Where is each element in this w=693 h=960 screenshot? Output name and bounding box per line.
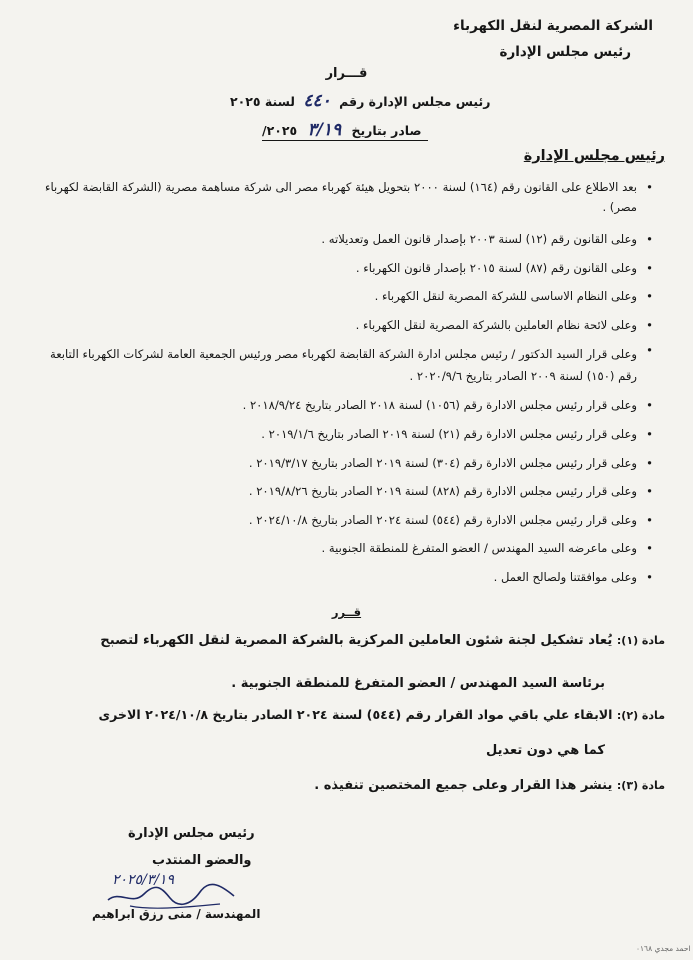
preamble-item: • وعلى قرار السيد الدكتور / رئيس مجلس ادارة الشركة القابضة لكهرباء مصر ورئيس الجمعية العامة لشركات الكهرباء التابعة رقم (١٥٠) لسنة ٢٠٠٩ الصادر بتاريخ ٢٠٢٠/٩/٦ . xyxy=(38,339,653,391)
footer-note: احمد مجدي ٠١٦٨ xyxy=(636,944,691,953)
bullet-dot: • xyxy=(646,260,653,275)
article-1-line1: مادة (١): يُعاد تشكيل لجنة شئون العاملين المركزية بالشركة المصرية لنقل الكهرباء لتصبح xyxy=(100,633,665,648)
bullet-dot: • xyxy=(646,398,653,413)
decision-date-prefix: صادر بتاريخ xyxy=(351,123,422,138)
bullet-dot: • xyxy=(646,541,653,556)
decision-number-line xyxy=(230,91,490,111)
company-name: الشركة المصرية لنقل الكهرباء xyxy=(453,18,653,34)
bullet-dot: • xyxy=(646,180,653,194)
bullet-dot: • xyxy=(646,455,653,470)
preamble-item: • وعلى القانون رقم (١٢) لسنة ٢٠٠٣ بإصدار قانون العمل وتعديلاته . xyxy=(38,225,653,254)
article-1-line2: برئاسة السيد المهندس / العضو المتفرغ للمنطقة الجنوبية . xyxy=(231,676,605,691)
bullet-dot: • xyxy=(646,343,653,358)
preamble-item: • وعلى قرار رئيس مجلس الادارة رقم (٢١) لسنة ٢٠١٩ الصادر بتاريخ ٢٠١٩/١/٦ . xyxy=(38,420,653,449)
preamble-item: • وعلى القانون رقم (٨٧) لسنة ٢٠١٥ بإصدار قانون الكهرباء . xyxy=(38,254,653,283)
preamble-item: • وعلى النظام الاساسى للشركة المصرية لنقل الكهرباء . xyxy=(38,282,653,311)
article-3-line1: مادة (٣): ينشر هذا القرار وعلى جميع المختصين تنفيذه . xyxy=(314,778,665,793)
signature-handwritten-date: ٢٠٢٥/٣/١٩ xyxy=(112,872,175,888)
article-3-label: مادة (٣): xyxy=(616,779,665,792)
preamble-item: • بعد الاطلاع على القانون رقم (١٦٤) لسنة ٢٠٠٠ بتحويل هيئة كهرباء مصر الى شركة مساهمة مصرية (الشركة القابضة لكهرباء مصر) . xyxy=(38,177,653,225)
bullet-dot: • xyxy=(646,317,653,332)
article-2-line1: مادة (٢): الابقاء علي باقي مواد القرار رقم (٥٤٤) لسنة ٢٠٢٤ الصادر بتاريخ ٢٠٢٤/١٠/٨ الاخرى xyxy=(98,707,665,722)
article-2-label: مادة (٢): xyxy=(616,709,665,722)
decision-title: قـــرار xyxy=(325,66,368,81)
decision-date-line xyxy=(262,120,422,140)
preamble-item: • وعلى قرار رئيس مجلس الادارة رقم (٣٠٤) لسنة ٢٠١٩ الصادر بتاريخ ٢٠١٩/٣/١٧ . xyxy=(38,449,653,478)
decision-date-handwritten: ٣/١٩ xyxy=(307,120,342,140)
bullet-dot: • xyxy=(646,484,653,499)
preamble-item: • وعلى لائحة نظام العاملين بالشركة المصرية لنقل الكهرباء . xyxy=(38,311,653,340)
signatory-title-1: رئيس مجلس الإدارة xyxy=(128,826,255,841)
decision-number-suffix: لسنة ٢٠٢٥ xyxy=(230,94,295,109)
preamble-item: • وعلى موافقتنا ولصالح العمل . xyxy=(38,563,653,592)
preamble-item: • وعلى ماعرضه السيد المهندس / العضو المتفرغ للمنطقة الجنوبية . xyxy=(38,534,653,563)
signatory-name: المهندسة / منى رزق ابراهيم xyxy=(92,907,261,921)
article-2-line2: كما هي دون تعديل xyxy=(486,743,605,758)
bullet-dot: • xyxy=(646,569,653,584)
bullet-dot: • xyxy=(646,289,653,304)
article-1-label: مادة (١): xyxy=(616,634,665,647)
preamble-list xyxy=(38,177,653,592)
bullet-dot: • xyxy=(646,232,653,246)
bullet-dot: • xyxy=(646,426,653,441)
bullet-dot: • xyxy=(646,512,653,527)
decides-heading: قــرر xyxy=(331,605,362,619)
header-position: رئيس مجلس الإدارة xyxy=(499,44,631,60)
signatory-title-2: والعضو المنتدب xyxy=(152,853,252,868)
decision-number-handwritten: ٤٤٠ xyxy=(303,91,331,111)
decision-date-year: ٢٠٢٥/ xyxy=(262,123,298,138)
preamble-item: • وعلى قرار رئيس مجلس الادارة رقم (٥٤٤) لسنة ٢٠٢٤ الصادر بتاريخ ٢٠٢٤/١٠/٨ . xyxy=(38,506,653,535)
decision-number-prefix: رئيس مجلس الإدارة رقم xyxy=(339,94,491,109)
preamble-item: • وعلى قرار رئيس مجلس الادارة رقم (١٠٥٦) لسنة ٢٠١٨ الصادر بتاريخ ٢٠١٨/٩/٢٤ . xyxy=(38,391,653,420)
issuer-heading: رئيس مجلس الإدارة xyxy=(523,148,665,164)
date-underline xyxy=(262,140,428,141)
preamble-item: • وعلى قرار رئيس مجلس الادارة رقم (٨٢٨) لسنة ٢٠١٩ الصادر بتاريخ ٢٠١٩/٨/٢٦ . xyxy=(38,477,653,506)
